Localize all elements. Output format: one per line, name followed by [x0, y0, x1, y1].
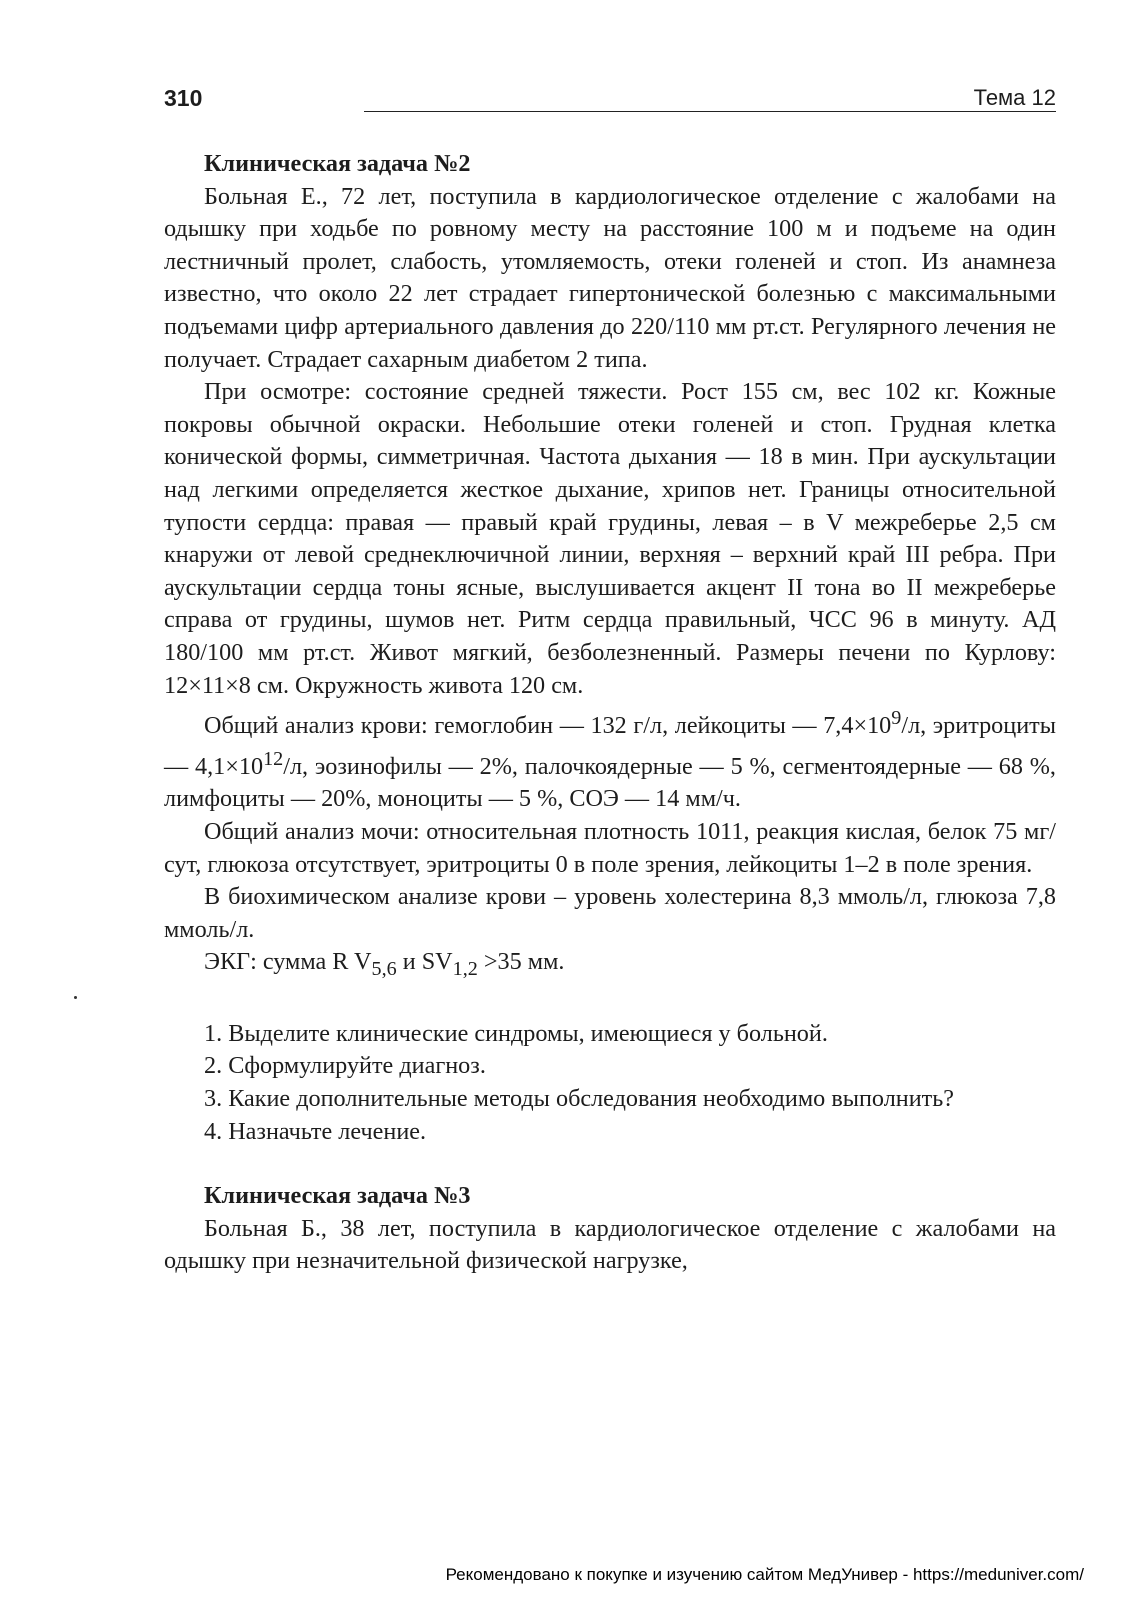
task2-examination-paragraph: При осмотре: состояние средней тяжести. Рост 155 см, вес 102 кг. Кожные покровы обычной окраски. Небольшие отеки голеней и стоп. Грудная клетка конической формы, симметричная. Частота дыхания — 18 в мин. При аускультации над легкими определяется жесткое дыхание, хрипов нет. Границы относительной тупости сердца: правая — правый край грудины, левая – в V межреберье 2,5 см кнаружи от левой среднеключичной линии, верхняя – верхний край III ребра. При аускультации сердца тоны ясные, выслушивается акцент II тона во II межреберье справа от грудины, шумов нет. Ритм сердца правильный, ЧСС 96 в минуту. АД 180/100 мм рт.ст. Живот мягкий, безболезненный. Размеры печени по Курлову: 12×11×8 см. Окружность живота 120 см. [164, 378, 1056, 699]
spacer [164, 986, 1056, 1018]
footer-recommendation: Рекомендовано к покупке и изучению сайтом МедУнивер - https://meduniver.com/ [445, 1565, 1084, 1584]
header-rule [364, 111, 1056, 112]
task3-paragraph: Больная Б., 38 лет, поступила в кардиологическое отделение с жалобами на одышку при незначительной физической нагрузке, [164, 1214, 1056, 1275]
ecg-sub-2: 1,2 [452, 958, 478, 981]
scan-speck [74, 996, 77, 999]
spacer [164, 1148, 1056, 1180]
page-header [164, 84, 1056, 114]
blood-sup-2: 12 [263, 747, 284, 770]
question-4: 4. Назначьте лечение. [204, 1117, 427, 1145]
question-3: 3. Какие дополнительные методы обследования необходимо выполнить? [204, 1084, 954, 1112]
question-1: 1. Выделите клинические синдромы, имеющиеся у больной. [204, 1019, 828, 1047]
ecg-text-2: и SV [396, 948, 453, 976]
blood-text-3: /л, эозинофилы — 2%, палочкоядерные — 5 %, сегментоядерные — 68 %, лимфоциты — 20%, моноциты — 5 %, СОЭ — 14 мм/ч. [164, 752, 1056, 813]
question-2: 2. Сформулируйте диагноз. [204, 1052, 486, 1080]
page-number: 310 [164, 85, 203, 111]
task2-biochem-paragraph: В биохимическом анализе крови – уровень холестерина 8,3 ммоль/л, глюкоза 7,8 ммоль/л. [164, 883, 1056, 943]
blood-sup-1: 9 [891, 707, 902, 730]
task3-title: Клиническая задача №3 [204, 1182, 471, 1210]
page-body [164, 148, 1056, 1278]
task2-urine-test-paragraph: Общий анализ мочи: относительная плотность 1011, реакция кислая, белок 75 мг/сут, глюкоза отсутствует, эритроциты 0 в поле зрения, лейкоциты 1–2 в поле зрения. [164, 818, 1056, 878]
ecg-sub-1: 5,6 [371, 958, 397, 981]
task2-title: Клиническая задача №2 [204, 150, 471, 177]
task2-complaints-paragraph: Больная Е., 72 лет, поступила в кардиологическое отделение с жалобами на одышку при ходьбе по ровному месту на расстояние 100 м и подъеме на один лестничный пролет, слабость, утомляемость, отеки голеней и стоп. Из анамнеза известно, что около 22 лет страдает гипертонической болезнью с максимальными подъемами цифр артериального давления до 220/110 мм рт.ст. Регулярного лечения не получает. Страдает сахарным диабетом 2 типа. [164, 182, 1056, 373]
task2-ecg-paragraph [164, 946, 1056, 985]
blood-text-1: Общий анализ крови: гемоглобин — 132 г/л, лейкоциты — 7,4×10 [204, 712, 892, 740]
task2-blood-test-paragraph [164, 702, 1056, 816]
ecg-text-1: ЭКГ: сумма R V [204, 948, 372, 976]
section-title: Тема 12 [973, 85, 1056, 110]
ecg-text-3: >35 мм. [477, 948, 565, 976]
blood-text-2: /л, эритроциты — 4,1×10 [164, 712, 1056, 780]
